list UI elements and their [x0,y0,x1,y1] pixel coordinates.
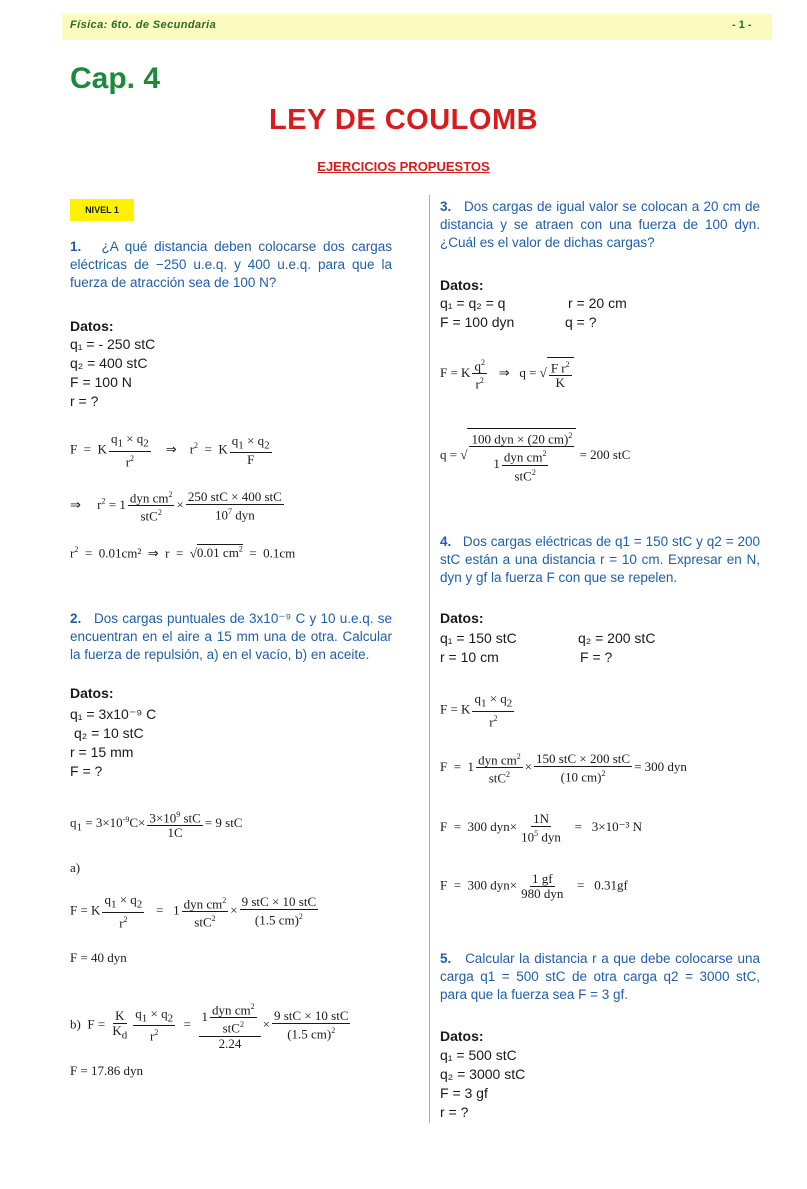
problem-2-data-line: q₁ = 3x10⁻⁹ C [70,706,157,722]
problem-5-datos-label: Datos: [440,1028,484,1044]
problem-3-data-line: q = ? [565,314,597,330]
problem-2-data-line: r = 15 mm [70,744,134,760]
problem-3-data-line: q₁ = q₂ = q [440,295,506,311]
problem-1-data-line: r = ? [70,393,99,409]
problem-4-datos-label: Datos: [440,610,484,626]
problem-3-datos-label: Datos: [440,277,484,293]
problem-1-formula-1: F = K $\frac{q_1 \times q_2}{r^2}$ ⇒ $r^2 = K$ $\frac{q_1 \times q_2}{F}$ [70,431,270,469]
header-page-number: - 1 - [732,19,752,31]
problem-5-statement: 5. Calcular la distancia r a que debe colocarse una carga q1 = 500 stC de otra carga q2 = 3000 stC, para que la fuerza sea F = 3 gf. [440,951,760,1002]
column-divider [429,195,430,1123]
problem-4-formula-3: F = 300 dyn× 1N $10^5$ dyn = 3×10⁻³ N [440,811,642,845]
problem-2-q1-conversion: $q_1 = 3\times 10^{-9}C\times$ $3\times 10^9$ stC 1C = 9 stC [70,810,243,841]
problem-4-data-line: r = 10 cm [440,649,499,665]
problem-4-data-line: q₁ = 150 stC [440,630,517,646]
problem-3-data-line: r = 20 cm [568,295,627,311]
problem-1-datos-label: Datos: [70,318,114,334]
problem-4-data-line: q₂ = 200 stC [578,630,656,646]
problem-4-statement: 4. Dos cargas eléctricas de q1 = 150 stC y q2 = 200 stC están a una distancia r = 10 cm. Expresar en N, dyn y gf la fuerza F con que se repelen. [440,534,760,585]
problem-1-formula-2: ⇒ $r^2 = 1$ dyn $cm^2$ stC$^2$ × 250 stC × 400 stC $10^7$ dyn [70,488,282,524]
problem-2-data-line: q₂ = 10 stC [74,725,144,741]
level-badge: NIVEL 1 [70,199,134,221]
problem-1-statement: 1. ¿A qué distancia deben colocarse dos cargas eléctricas de −250 u.e.q. y 400 u.e.q. para que la fuerza de atracción sea de 100 N? [70,239,392,290]
problem-1-result: $r^2 = 0.01cm^2$ ⇒ r = √0.01 $cm^2 = 0.1cm$ [70,545,296,561]
problem-4-data-line: F = ? [580,649,613,665]
problem-2-result-b: F = 17.86 dyn [70,1063,144,1078]
problem-2-statement: 2. Dos cargas puntuales de 3x10⁻⁹ C y 10 u.e.q. se encuentran en el aire a 15 mm una de otra. Calcular la fuerza de repulsión, a) en el vacío, b) en aceite. [70,611,392,662]
problem-1-data-line: F = 100 N [70,374,132,390]
problem-3-formula-2: q = √ 100 dyn × (20 cm)$^2$ 1 dyn $cm^2$ stC$^2$ = 200 stC [440,428,630,483]
problem-2-formula-b: b) F = $\frac{K}{K_d}$ $\frac{q_1 \times q_2}{r^2}$ = 1 dyn $cm^2$ stC$^2$ 2.24 × 9 stC × 10 stC (1.5 cm)$^2$ [70,1002,349,1051]
problem-4-formula-2: F = 1 dyn $cm^2$ stC$^2$ × 150 stC × 200 stC (10 cm)$^2$ = 300 dyn [440,750,687,786]
problem-4-formula-1: F = K $\frac{q_1 \times q_2}{r^2}$ [440,691,513,729]
page-title: LEY DE COULOMB [268,104,539,136]
problem-2-formula-a: F = K $\frac{q_1 \times q_2}{r^2}$ = 1 dyn $cm^2$ stC$^2$ × 9 stC × 10 stC (1.5 cm)$^2$ [70,892,317,930]
problem-2-result-a: F = 40 dyn [70,950,127,965]
problem-1-data-line: q₁ = - 250 stC [70,336,156,352]
problem-3-statement: 3. Dos cargas de igual valor se colocan a 20 cm de distancia y se atraen con una fuerza de 100 dyn. ¿Cuál es el valor de dichas cargas? [440,199,760,250]
problem-5-data-line: q₁ = 500 stC [440,1047,517,1063]
chapter-label: Cap. 4 [70,62,161,95]
problem-5-data-line: F = 3 gf [440,1085,488,1101]
problem-3-data-line: F = 100 dyn [440,314,515,330]
problem-2-data-line: F = ? [70,763,103,779]
problem-1-data-line: q₂ = 400 stC [70,355,148,371]
problem-2-part-a-label: a) [70,860,81,875]
problem-4-formula-4: F = 300 dyn× 1 gf 980 dyn = 0.31gf [440,871,628,901]
problem-5-data-line: q₂ = 3000 stC [440,1066,526,1082]
section-subtitle: EJERCICIOS PROPUESTOS [317,159,490,174]
problem-5-data-line: r = ? [440,1104,469,1120]
problem-3-formula-1: F = K $\frac{q^2}{r^2}$ ⇒ q = √ $\frac{F r^2}{K}$ [440,356,574,392]
header-course: Física: 6to. de Secundaria [70,19,217,31]
problem-2-datos-label: Datos: [70,685,114,701]
